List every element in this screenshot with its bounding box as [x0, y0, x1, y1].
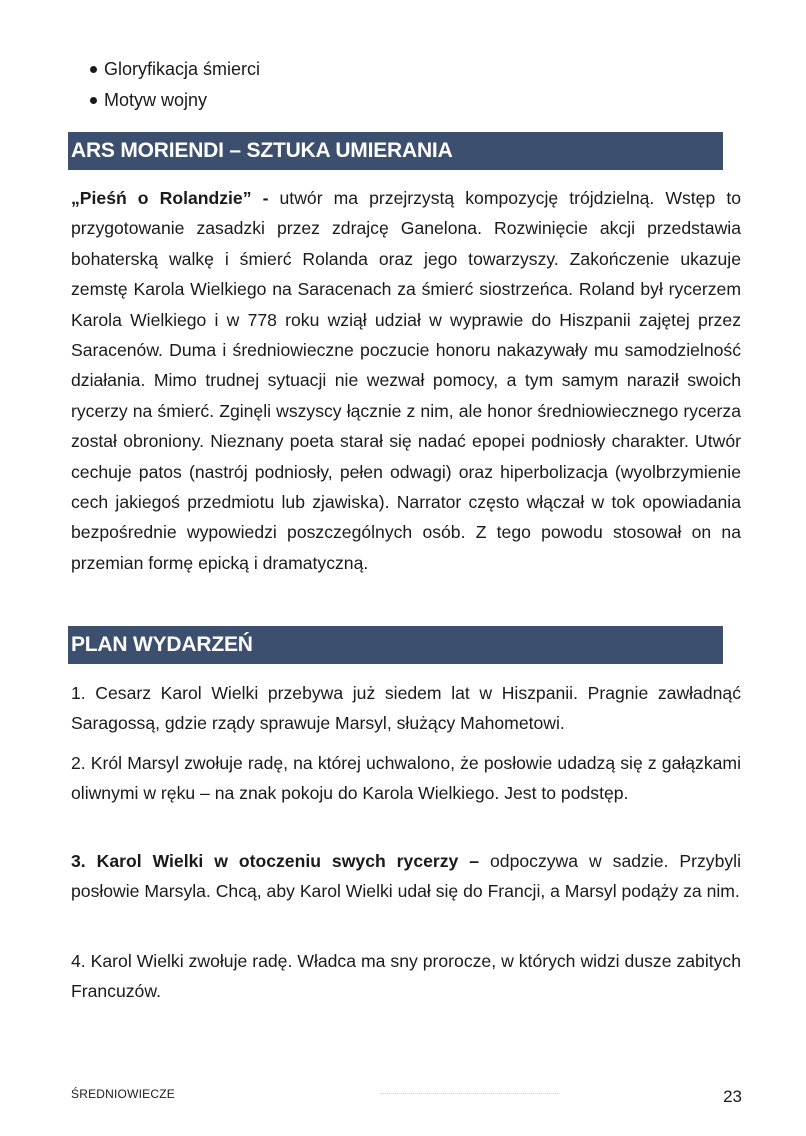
bullet-list — [88, 54, 260, 116]
footer-chapter: ŚREDNIOWIECZE — [71, 1087, 175, 1101]
bullet-text: Gloryfikacja śmierci — [104, 59, 261, 79]
plan-item-3-text: odpoczywa w sadzie. Przybyli posłowie Marsyla. Chcą, aby Karol Wielki udał się do Francji, a Marsyl podąży za nim. — [71, 851, 741, 902]
bullet-icon — [90, 66, 97, 73]
list-item — [88, 85, 260, 116]
plan-item-3-lead: 3. Karol Wielki w otoczeniu swych rycerzy – — [71, 851, 480, 871]
plan-item-1: 1. Cesarz Karol Wielki przebywa już siedem lat w Hiszpanii. Pragnie zawładnąć Saragossą, gdzie rządy sprawuje Marsyl, służący Mahometowi. — [71, 683, 741, 734]
paragraph-text: utwór ma przejrzystą kompozycję trójdzielną. Wstęp to przygotowanie zasadzki przez zdrajcę Ganelona. Rozwinięcie akcji przedstawia bohaterską walkę i śmierć Rolanda oraz jego towarzyszy. Zakończenie ukazuje zemstę Karola Wielkiego na Saracenach za śmierć siostrzeńca. Roland był rycerzem Karola Wielkiego i w 778 roku wziął udział w wyprawie do Hiszpanii zajętej przez Saracenów. Duma i średniowieczne poczucie honoru nakazywały mu samodzielność działania. Mimo trudnej sytuacji nie wezwał pomocy, a tym samym naraził swoich rycerzy na śmierć. Zginęli wszyscy łącznie z nim, ale honor średniowiecznego rycerza został obroniony. Nieznany poeta starał się nadać epopei podniosły charakter. Utwór cechuje patos (nastrój podniosły, pełen odwagi) oraz hiperbolizacja (wyolbrzymienie cech jakiegoś przedmiotu lub zjawiska). Narrator często włączał w tok opowiadania bezpośrednie wypowiedzi poszczególnych osób. Z tego powodu stosował on na przemian formę epicką i dramatyczną. — [71, 188, 741, 573]
footer-divider — [380, 1093, 560, 1094]
section-heading-plan-wydarzen: PLAN WYDARZEŃ — [68, 626, 723, 664]
section-heading-ars-moriendi: ARS MORIENDI – SZTUKA UMIERANIA — [68, 132, 723, 170]
paragraph-piesn-o-rolandzie — [71, 183, 741, 578]
plan-item-3 — [71, 846, 741, 907]
list-item — [88, 54, 260, 85]
bullet-text: Motyw wojny — [104, 90, 208, 110]
plan-item-2: 2. Król Marsyl zwołuje radę, na której uchwalono, że posłowie udadzą się z gałązkami oliwnymi w ręku – na znak pokoju do Karola Wielkiego. Jest to podstęp. — [71, 753, 741, 804]
paragraph-lead: „Pieśń o Rolandzie” - — [71, 188, 269, 208]
bullet-icon — [90, 97, 97, 104]
plan-item-4: 4. Karol Wielki zwołuje radę. Władca ma sny prorocze, w których widzi dusze zabitych Francuzów. — [71, 951, 741, 1002]
page-number: 23 — [723, 1087, 742, 1106]
